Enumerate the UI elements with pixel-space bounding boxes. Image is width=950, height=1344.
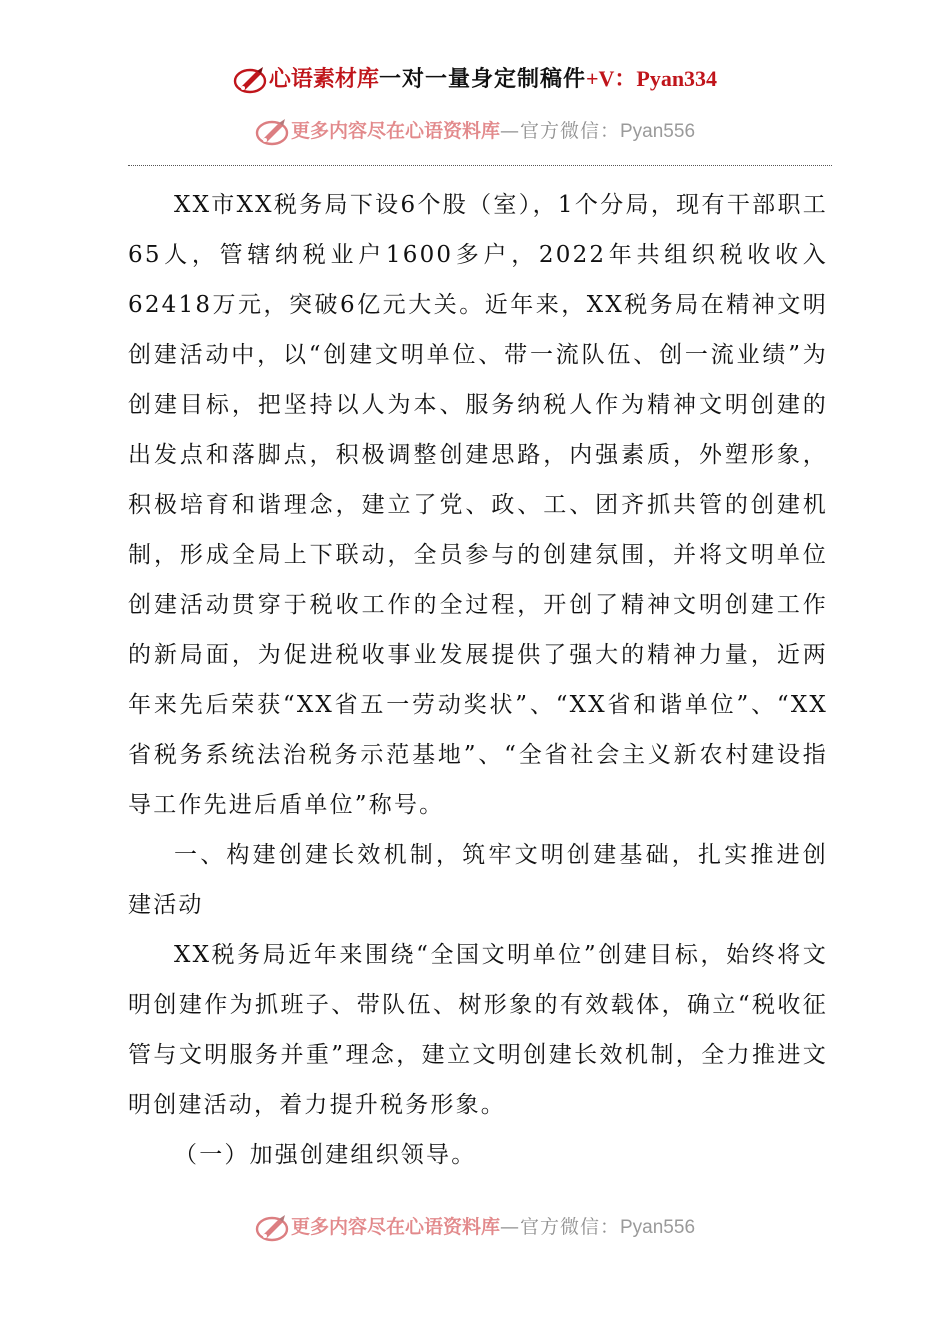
pen-logo-icon [233,65,267,95]
header-brand: 心语素材库 [268,66,379,92]
paragraph-intro: XX市XX税务局下设6个股（室），1个分局，现有干部职工65人，管辖纳税业户1600多户，2022年共组织税收收入62418万元，突破6亿元大关。近年来，XX税务局在精神文明创建活动中，以“创建文明单位、带一流队伍、创一流业绩”为创建目标，把坚持以人为本、服务纳税人作为精神文明创建的出发点和落脚点，积极调整创建思路，内强素质，外塑形象，积极培育和谐理念，建立了党、政、工、团齐抓共管的创建机制，形成全局上下联动，全员参与的创建氛围，并将文明单位创建活动贯穿于税收工作的全过程，开创了精神文明创建工作的新局面，为促进税收事业发展提供了强大的精神力量，近两年来先后荣获“XX省五一劳动奖状”、“XX省和谐单位”、“XX省税务系统法治税务示范基地”、“全省社会主义新农村建设指导工作先进后盾单位”称号。 [128,192,828,818]
section-heading: 一、构建创建长效机制，筑牢文明创建基础，扎实推进创建活动 [128,842,828,918]
footer-watermark [0,1212,950,1243]
header-banner [0,62,950,95]
watermark-id: Pyan556 [620,121,696,142]
header-divider [128,165,832,166]
header-tagline: 一对一量身定制稿件 [378,66,586,92]
subsection-heading: （一）加强创建组织领导。 [174,1142,477,1168]
footer-id: Pyan556 [620,1217,696,1238]
watermark-brand: 更多内容尽在心语资料库 [290,120,500,142]
footer-tagline: —官方微信： [499,1216,620,1238]
watermark-tagline: —官方微信： [499,120,620,142]
footer-brand: 更多内容尽在心语资料库 [290,1216,500,1238]
header-contact: +V：Pyan334 [585,66,718,91]
header-watermark [0,116,950,147]
paragraph-section-intro: XX税务局近年来围绕“全国文明单位”创建目标，始终将文明创建作为抓班子、带队伍、树形象的有效载体，确立“税收征管与文明服务并重”理念，建立文明创建长效机制，全力推进文明创建活动，着力提升税务形象。 [128,942,828,1118]
pen-logo-icon [255,1213,289,1243]
pen-logo-icon [255,117,289,147]
document-body [128,180,828,1180]
